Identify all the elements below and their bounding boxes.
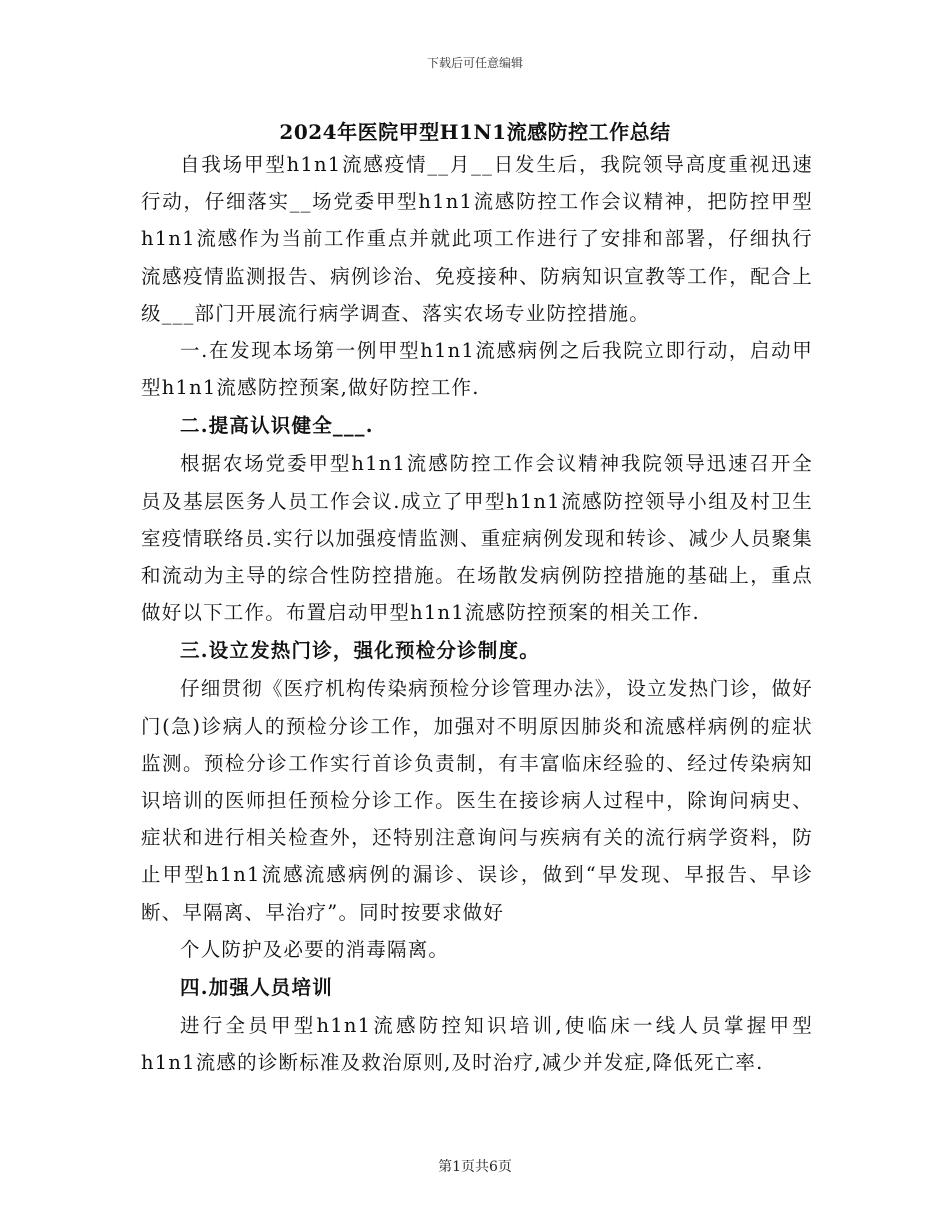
heading-section-2: 二.提高认识健全___. bbox=[180, 414, 374, 438]
page-number: 第1页共6页 bbox=[438, 1159, 512, 1175]
paragraph-intro: 自我场甲型h1n1流感疫情__月__日发生后，我院领导高度重视迅速行动，仔细落实__场党委甲型h1n1流感防控工作会议精神，把防控甲型h1n1流感作为当前工作重点并就此项工作进行了安排和部署，仔细执行流感疫情监测报告、病例诊治、免疫接种、防病知识宣教等工作，配合上级___部门开展流行病学调查、落实农场专业防控措施。 bbox=[141, 153, 813, 325]
heading-section-4: 四.加强人员培训 bbox=[180, 976, 333, 1000]
paragraph-section-3-cont: 个人防护及必要的消毒隔离。 bbox=[180, 937, 450, 961]
paragraph-section-2: 根据农场党委甲型h1n1流感防控工作会议精神我院领导迅速召开全员及基层医务人员工作会议.成立了甲型h1n1流感防控领导小组及村卫生室疫情联络员.实行以加强疫情监测、重症病例发现和转诊、减少人员聚集和流动为主导的综合性防控措施。在场散发病例防控措施的基础上，重点做好以下工作。布置启动甲型h1n1流感防控预案的相关工作. bbox=[141, 452, 813, 625]
paragraph-section-1: 一.在发现本场第一例甲型h1n1流感病例之后我院立即行动，启动甲型h1n1流感防控预案,做好防控工作. bbox=[141, 339, 813, 400]
paragraph-section-4: 进行全员甲型h1n1流感防控知识培训,使临床一线人员掌握甲型h1n1流感的诊断标准及救治原则,及时治疗,减少并发症,降低死亡率. bbox=[141, 1014, 813, 1075]
header-note: 下载后可任意编辑 bbox=[426, 56, 523, 70]
document-body bbox=[141, 146, 813, 1081]
document-title: 2024年医院甲型H1N1流感防控工作总结 bbox=[279, 120, 671, 144]
paragraph-section-3: 仔细贯彻《医疗机构传染病预检分诊管理办法》，设立发热门诊，做好门(急)诊病人的预检分诊工作，加强对不明原因肺炎和流感样病例的症状监测。预检分诊工作实行首诊负责制，有丰富临床经验的、经过传染病知识培训的医师担任预检分诊工作。医生在接诊病人过程中，除询问病史、症状和进行相关检查外，还特别注意询问与疾病有关的流行病学资料，防止甲型h1n1流感流感病例的漏诊、误诊，做到“早发现、早报告、早诊断、早隔离、早治疗”。同时按要求做好 bbox=[141, 677, 813, 924]
heading-section-3: 三.设立发热门诊，强化预检分诊制度。 bbox=[180, 639, 540, 663]
